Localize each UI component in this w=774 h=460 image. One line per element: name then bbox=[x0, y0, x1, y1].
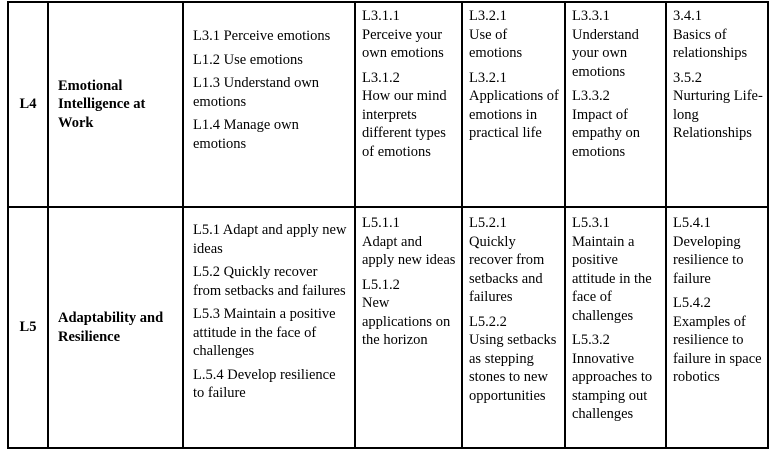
topic-text: Adapt and apply new ideas bbox=[362, 233, 456, 268]
topic-code: L5.3.2 bbox=[572, 332, 610, 348]
outcome-item: L5.3 Maintain a positive attitude in the face of challenges bbox=[193, 306, 336, 359]
outcome-item: L3.1 Perceive emotions bbox=[193, 28, 331, 44]
topic-code: L3.1.1 bbox=[362, 8, 400, 24]
topic-text: How our mind interprets different types of emotions bbox=[362, 88, 447, 160]
topic-text: Nurturing Life-long Relationships bbox=[673, 88, 763, 141]
level-label: L4 bbox=[19, 96, 37, 113]
topic-code: L5.2.2 bbox=[469, 313, 507, 330]
module-title: Adaptability and Resilience bbox=[58, 310, 164, 345]
topic-code: L3.2.1 bbox=[469, 8, 507, 24]
topic-code: 3.4.1 bbox=[673, 8, 702, 24]
level-cell bbox=[8, 2, 48, 207]
outcome-item: L5.1 Adapt and apply new ideas bbox=[193, 222, 347, 257]
topic-cell bbox=[462, 2, 565, 207]
topic-code: L3.3.2 bbox=[572, 88, 610, 104]
topic-code: L5.1.2 bbox=[362, 276, 400, 293]
topic-cell bbox=[666, 207, 768, 448]
topic-item bbox=[469, 313, 560, 406]
topic-item bbox=[469, 7, 560, 63]
topic-text: New applications on the horizon bbox=[362, 295, 451, 348]
topic-item bbox=[572, 331, 661, 424]
topic-item bbox=[673, 7, 763, 63]
topic-cell bbox=[565, 207, 666, 448]
topic-text: Applications of emotions in practical life bbox=[469, 88, 559, 141]
topic-cell bbox=[355, 207, 462, 448]
topic-item bbox=[469, 214, 560, 307]
topic-code: L5.4.1 bbox=[673, 215, 711, 231]
topic-cell bbox=[462, 207, 565, 448]
topic-code: L3.1.2 bbox=[362, 69, 400, 86]
topic-text: Impact of empathy on emotions bbox=[572, 106, 641, 160]
topic-text: Developing resilience to failure bbox=[673, 233, 744, 287]
topic-item bbox=[673, 69, 763, 143]
topic-code: L5.2.1 bbox=[469, 215, 507, 231]
outcome-item: L1.3 Understand own emotions bbox=[193, 75, 320, 110]
outcomes-cell bbox=[183, 207, 355, 448]
topic-cell bbox=[355, 2, 462, 207]
module-title-cell bbox=[48, 2, 183, 207]
topic-text: Quickly recover from setbacks and failures bbox=[469, 233, 545, 305]
outcome-item: L5.2 Quickly recover from setbacks and failures bbox=[193, 264, 346, 299]
topic-code: L5.4.2 bbox=[673, 295, 711, 311]
level-cell bbox=[8, 207, 48, 448]
topic-text: Understand your own emotions bbox=[572, 26, 639, 80]
outcome-item: L1.2 Use emotions bbox=[193, 51, 303, 68]
topic-item bbox=[362, 276, 457, 350]
topic-cell bbox=[666, 2, 768, 207]
curriculum-table bbox=[7, 1, 769, 449]
topic-text: Using setbacks as stepping stones to new opportunities bbox=[469, 332, 557, 404]
topic-item bbox=[469, 69, 560, 143]
topic-item bbox=[572, 7, 661, 81]
topic-text: Perceive your own emotions bbox=[362, 26, 444, 61]
topic-code: L3.3.1 bbox=[572, 8, 610, 24]
topic-code: L5.3.1 bbox=[572, 215, 610, 231]
topic-text: Examples of resilience to failure in space robotics bbox=[673, 313, 762, 385]
topic-item bbox=[362, 7, 457, 63]
topic-text: Innovative approaches to stamping out challenges bbox=[572, 350, 653, 422]
table-row bbox=[8, 2, 768, 207]
topic-text: Basics of relationships bbox=[673, 26, 748, 61]
topic-item bbox=[362, 69, 457, 162]
outcome-item: L.5.4 Develop resilience to failure bbox=[193, 366, 336, 401]
topic-item bbox=[572, 214, 661, 325]
topic-cell bbox=[565, 2, 666, 207]
topic-code: L3.2.1 bbox=[469, 69, 507, 86]
level-label: L5 bbox=[19, 319, 37, 336]
topic-item bbox=[673, 214, 763, 288]
topic-code: L5.1.1 bbox=[362, 215, 400, 231]
topic-item bbox=[362, 214, 457, 270]
outcomes-cell bbox=[183, 2, 355, 207]
outcome-item: L1.4 Manage own emotions bbox=[193, 117, 299, 152]
table-row bbox=[8, 207, 768, 448]
topic-item bbox=[572, 87, 661, 161]
module-title-cell bbox=[48, 207, 183, 448]
topic-text: Use of emotions bbox=[469, 26, 523, 61]
module-title: Emotional Intelligence at Work bbox=[58, 77, 146, 131]
topic-item bbox=[673, 294, 763, 387]
topic-text: Maintain a positive attitude in the face of challenges bbox=[572, 233, 652, 324]
topic-code: 3.5.2 bbox=[673, 69, 702, 86]
